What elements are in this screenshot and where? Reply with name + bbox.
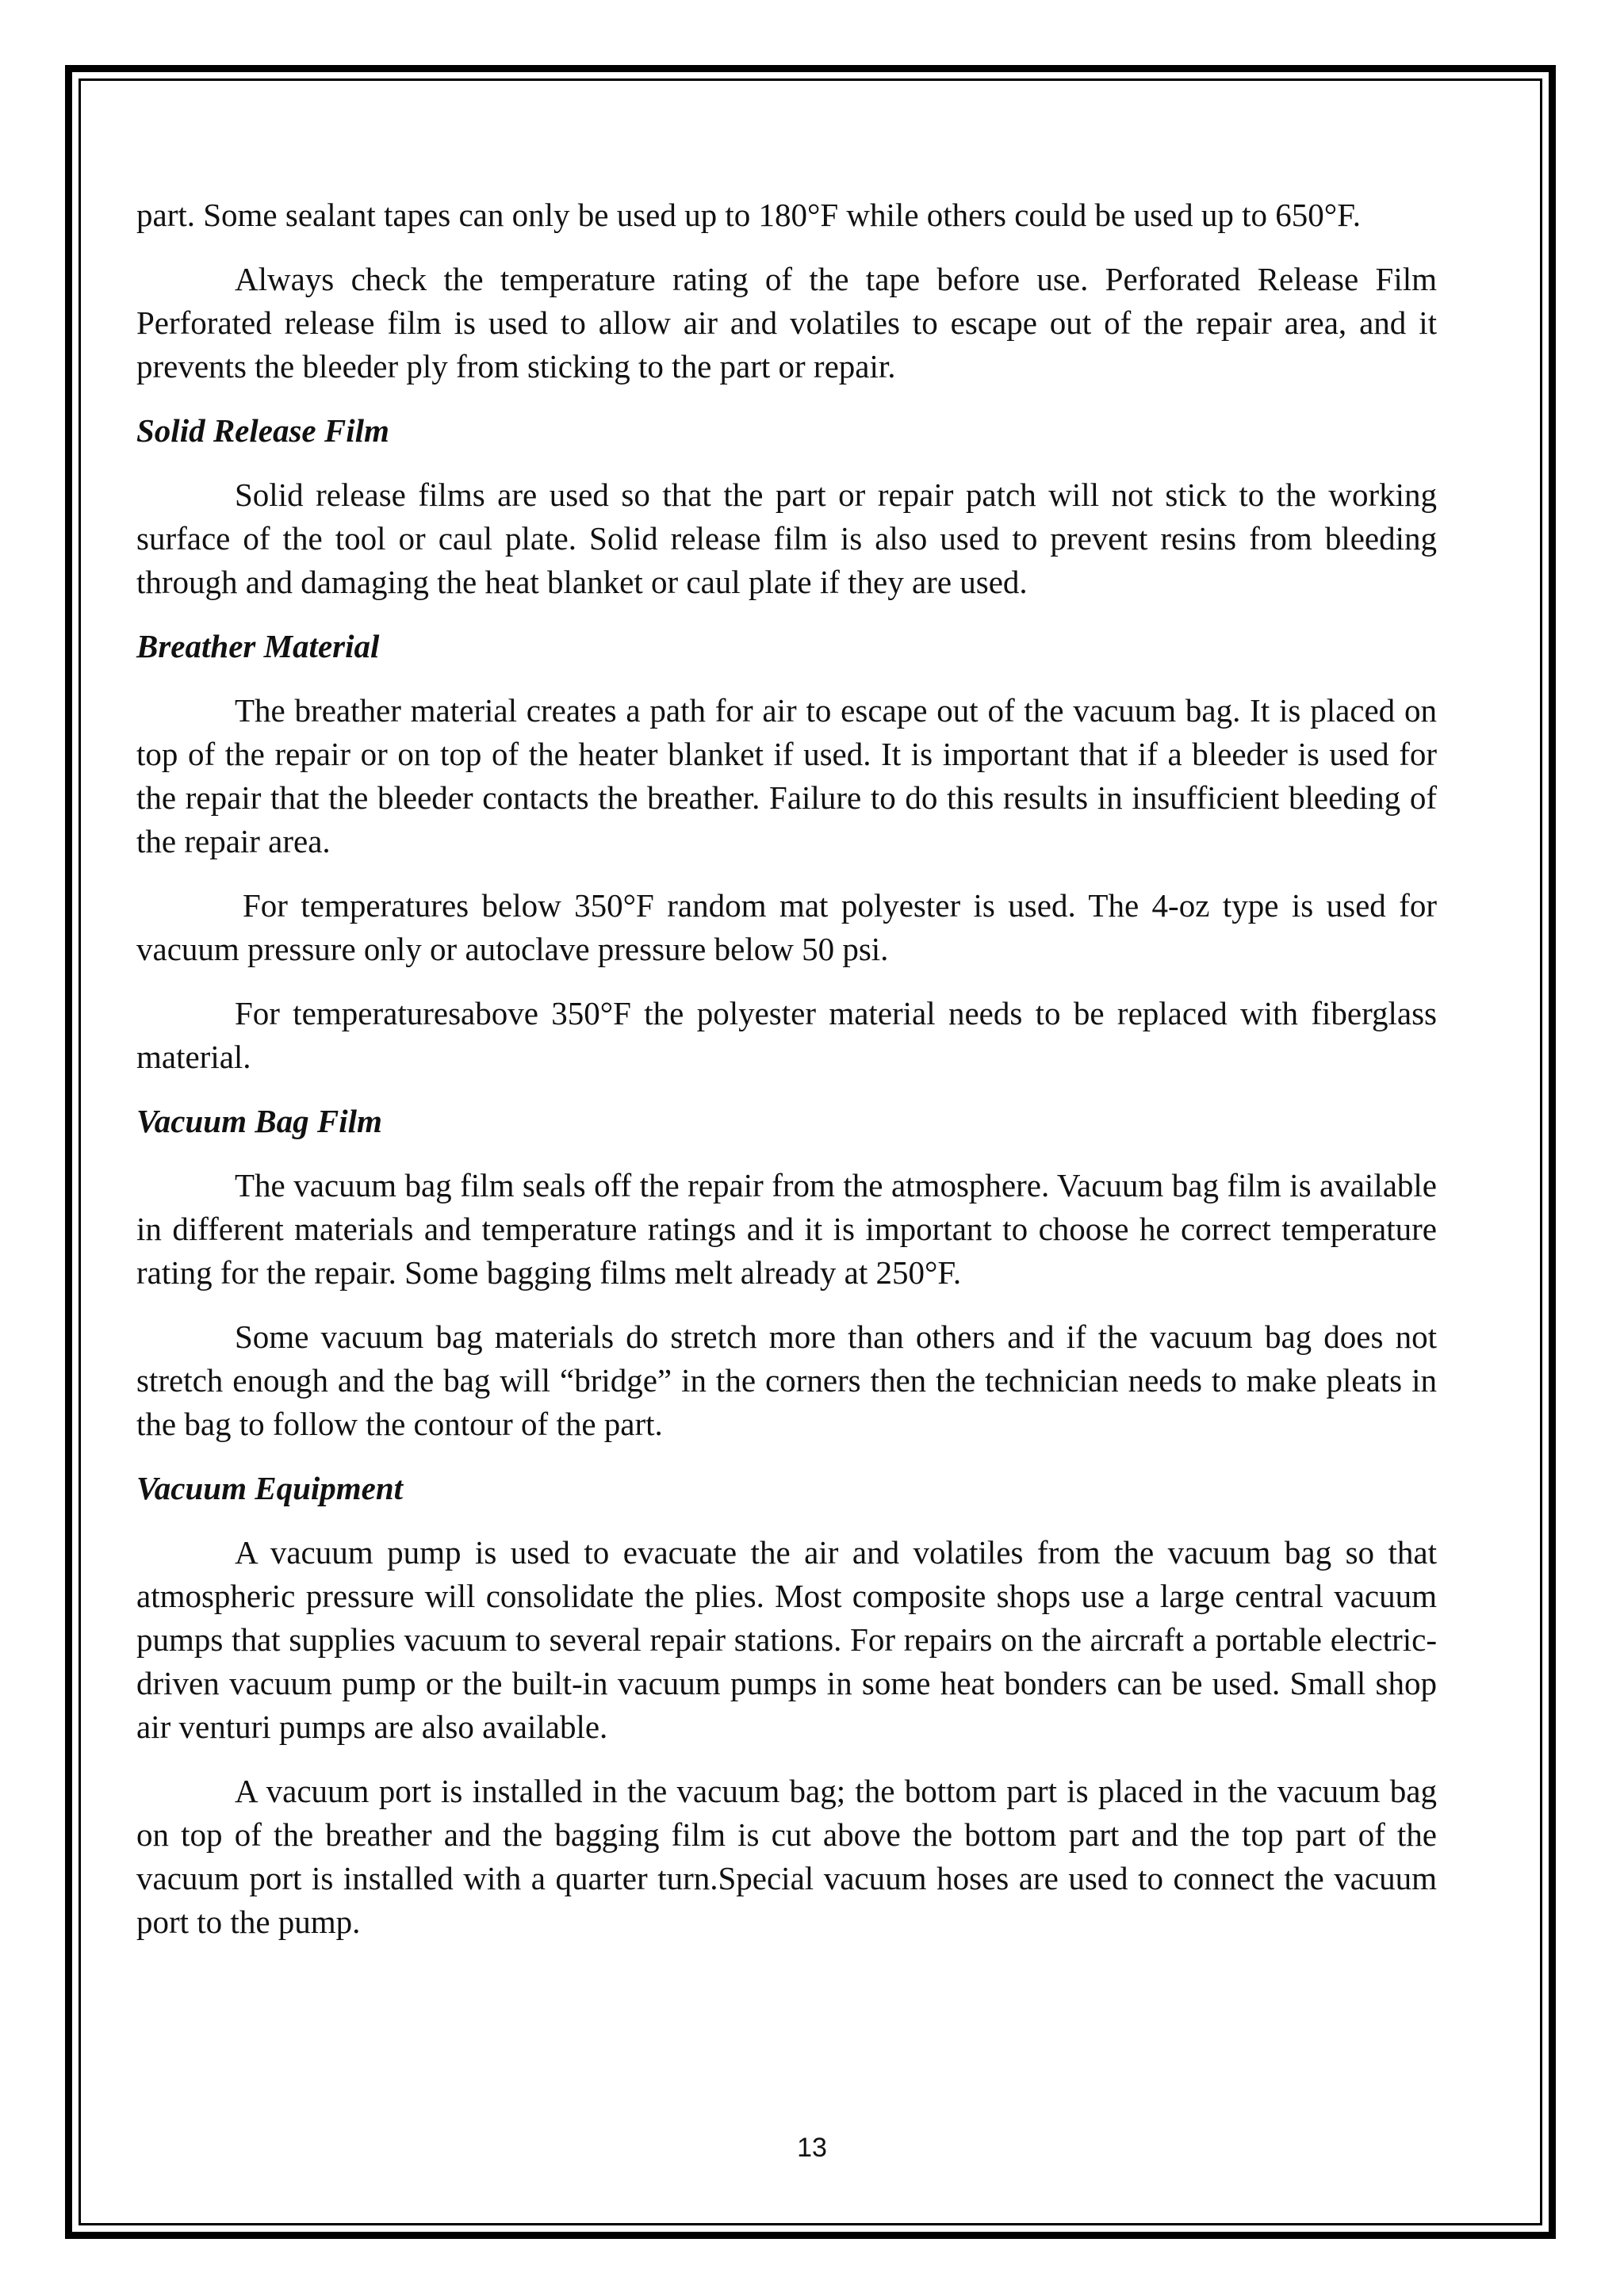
paragraph-breather-polyester: For temperatures below 350°F random mat polyester is used. The 4-oz type is used for vacuum pressure only or autoclave pressure below 50 psi. [136,887,1437,967]
paragraph-vacuum-bag-stretch: Some vacuum bag materials do stretch more than others and if the vacuum bag does not stretch enough and the bag will “bridge” in the corners then the technician needs to make pleats in the bag to follow the contour of the part. [136,1318,1437,1442]
heading-vacuum-equipment: Vacuum Equipment [136,1470,404,1506]
paragraph-breather-fiberglass: For temperaturesabove 350°F the polyester material needs to be replaced with fiberglass material. [136,995,1437,1075]
paragraph-perforated-release-film: Always check the temperature rating of the tape before use. Perforated Release Film Perforated release film is used to allow air and volatiles to escape out of the repair area, and it prevents the bleeder ply from sticking to the part or repair. [136,261,1437,385]
paragraph-vacuum-bag-film: The vacuum bag film seals off the repair from the atmosphere. Vacuum bag film is available in different materials and temperature ratings and it is important to choose he correct temperature rating for the repair. Some bagging films melt already at 250°F. [136,1167,1437,1291]
heading-vacuum-bag-film: Vacuum Bag Film [136,1103,382,1139]
page-content [136,193,1437,1965]
paragraph-vacuum-pump: A vacuum pump is used to evacuate the air and volatiles from the vacuum bag so that atmospheric pressure will consolidate the plies. Most composite shops use a large central vacuum pumps that supplies vacuum to several repair stations. For repairs on the aircraft a portable electric-driven vacuum pump or the built-in vacuum pumps in some heat bonders can be used. Small shop air venturi pumps are also available. [136,1534,1437,1745]
paragraph-solid-release-film: Solid release films are used so that the part or repair patch will not stick to the working surface of the tool or caul plate. Solid release film is also used to prevent resins from bleeding through and damaging the heat blanket or caul plate if they are used. [136,476,1437,600]
heading-breather-material: Breather Material [136,628,380,664]
page-number: 13 [797,2133,827,2163]
paragraph-vacuum-port: A vacuum port is installed in the vacuum bag; the bottom part is placed in the vacuum bag on top of the breather and the bagging film is cut above the bottom part and the top part of the vacuum port is installed with a quarter turn.Special vacuum hoses are used to connect the vacuum port to the pump. [136,1773,1437,1940]
paragraph-breather-material: The breather material creates a path for air to escape out of the vacuum bag. It is placed on top of the repair or on top of the heater blanket if used. It is important that if a bleeder is used for the repair that the bleeder contacts the breather. Failure to do this results in insufficient bleeding of the repair area. [136,692,1437,859]
heading-solid-release-film: Solid Release Film [136,412,389,449]
paragraph-sealant-continued: part. Some sealant tapes can only be used up to 180°F while others could be used up to 650°F. [136,197,1361,233]
